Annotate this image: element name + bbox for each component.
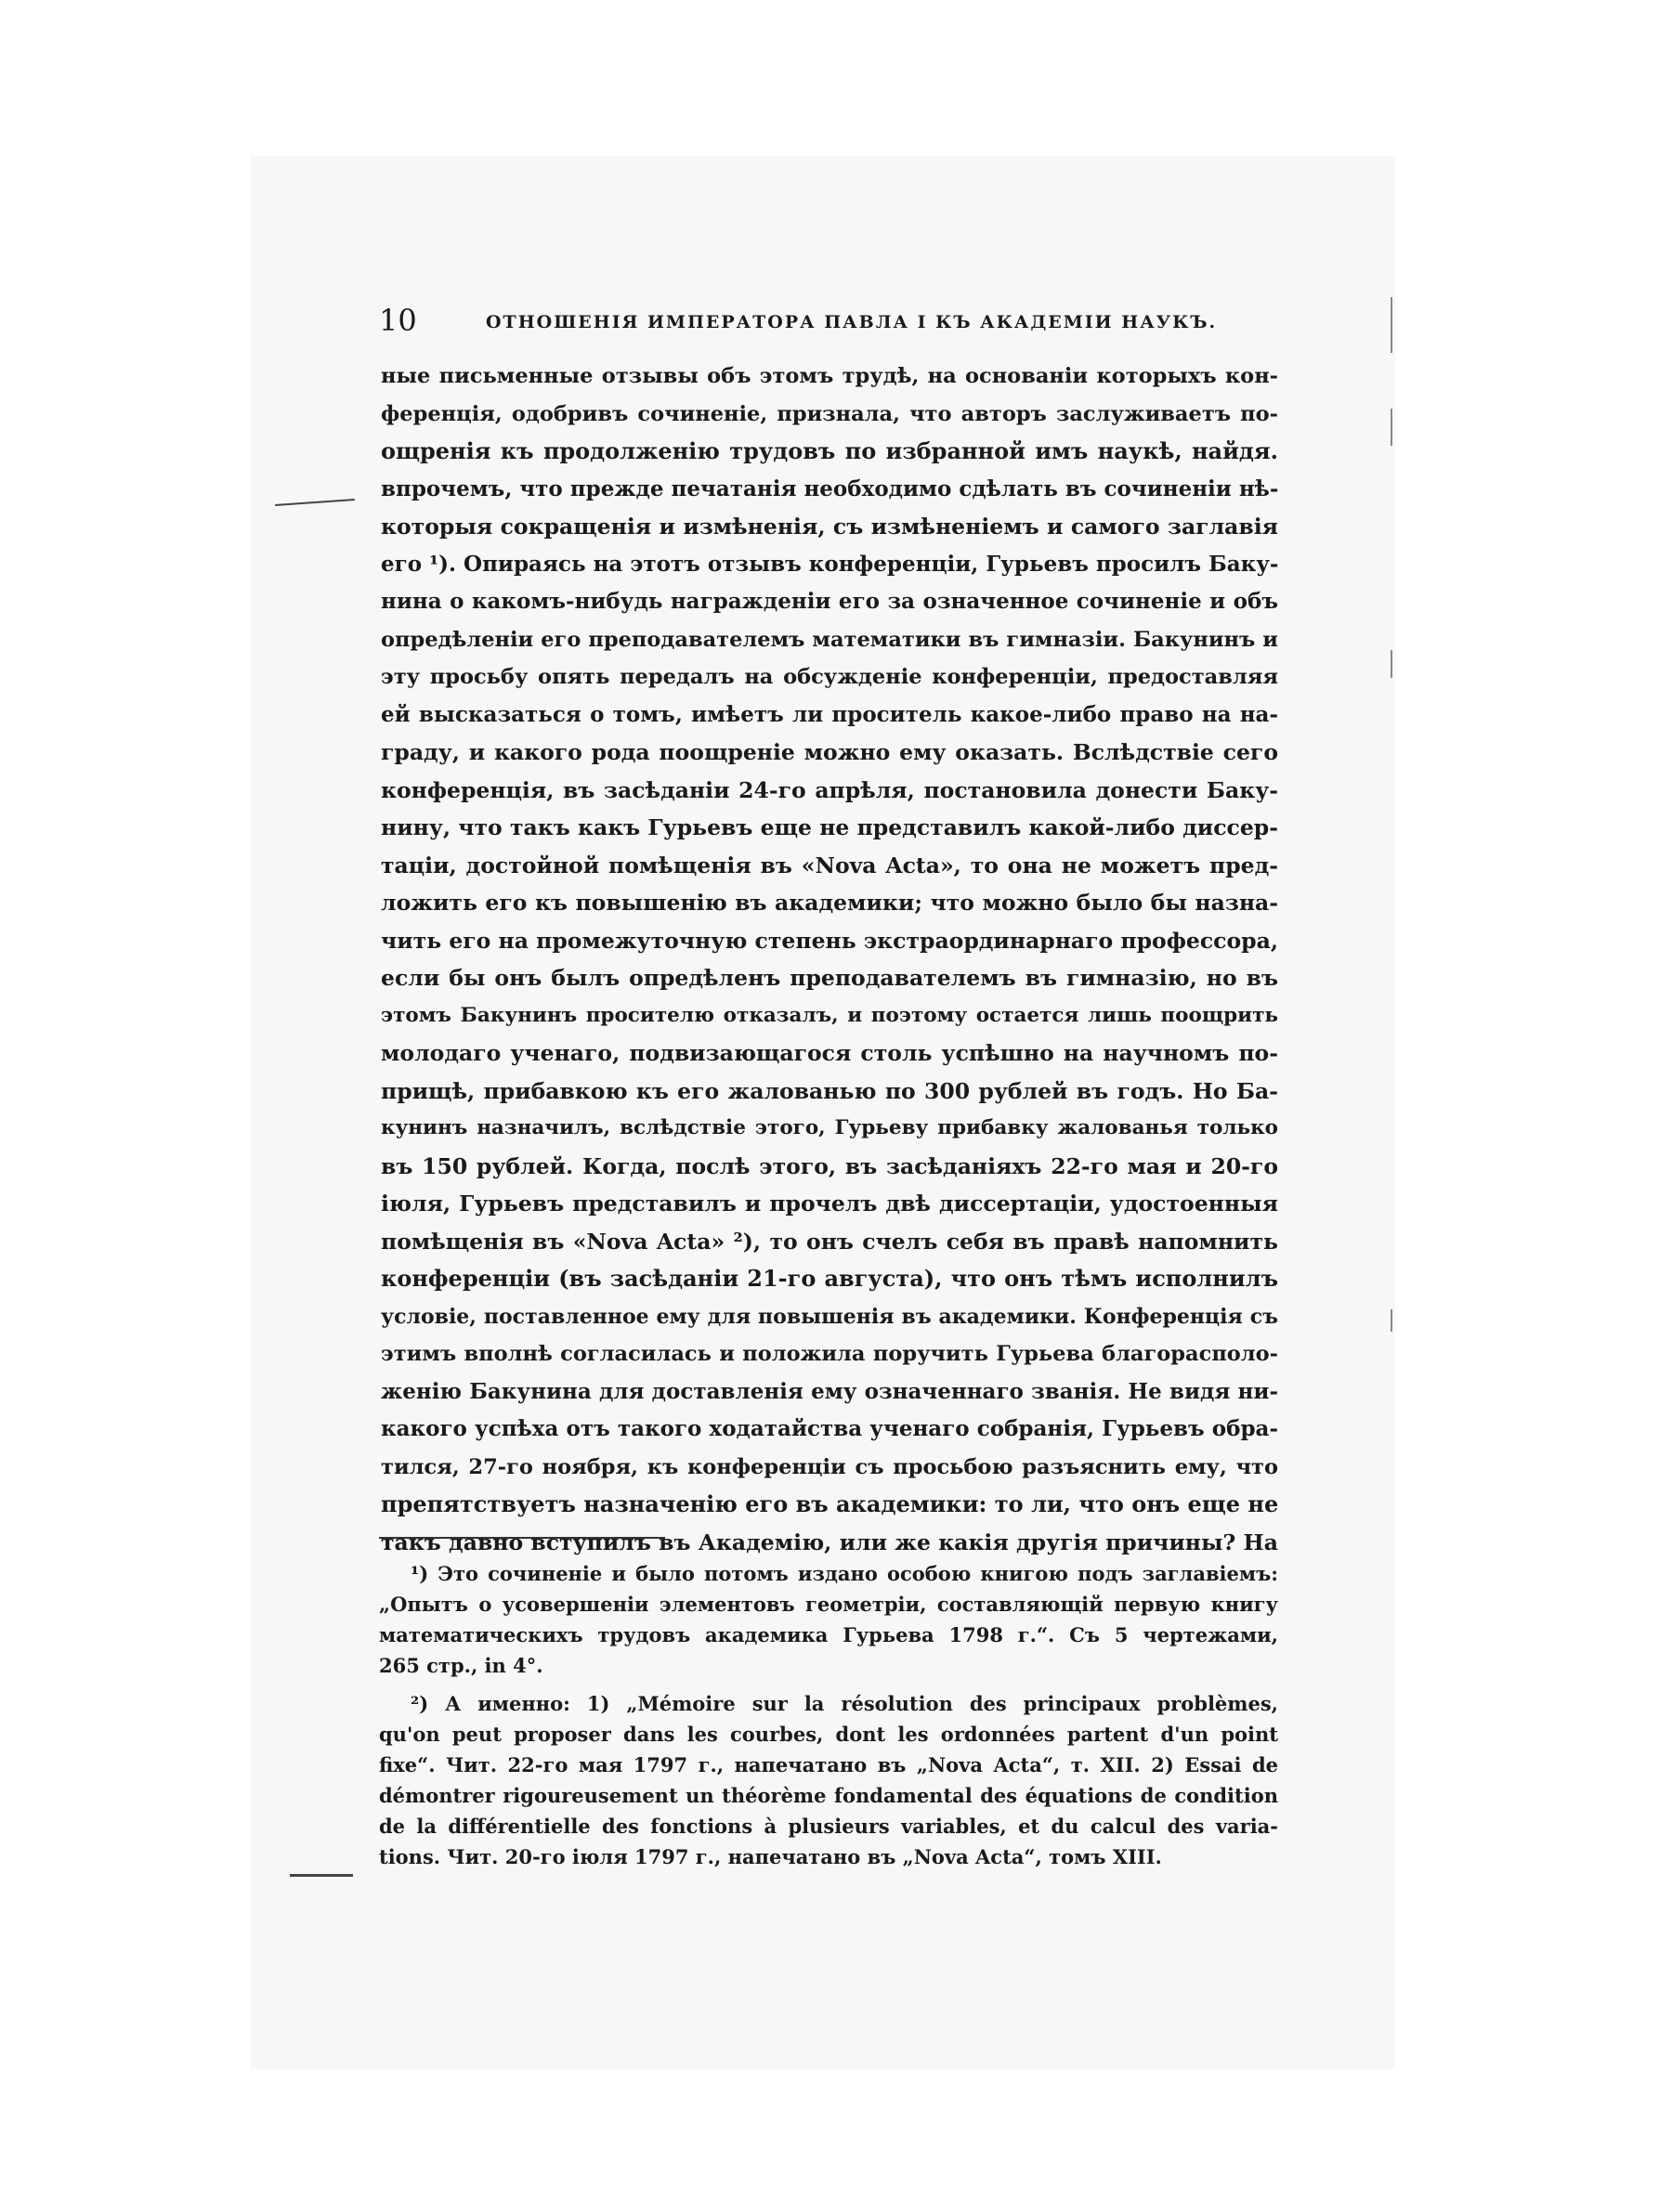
right-margin-tick [1391,1309,1392,1332]
footnote-rule [379,1537,665,1539]
right-margin-tick [1391,409,1392,446]
body-line: этимъ вполнѣ согласилась и положила поручить Гурьева благорасполо- [381,1342,1278,1366]
body-line: если бы онъ былъ опредѣленъ преподавателемъ въ гимназію, но въ [381,965,1278,991]
footnote-line: ¹) Это сочиненіе и было потомъ издано особою книгою подъ заглавіемъ: [411,1562,1278,1585]
page-header [379,303,1218,345]
footnote-line: ²) А именно: 1) „Mémoire sur la résolution des principaux problèmes, [411,1692,1278,1715]
body-line: граду, и какого рода поощреніе можно ему оказать. Вслѣдствіе сего [381,739,1278,765]
body-line: ложить его къ повышенію въ академики; что можно было бы назна- [381,890,1278,916]
body-line: такъ давно вступилъ въ Академію, или же какія другія причины? На [381,1529,1278,1555]
body-text [381,358,1278,1561]
body-line: конференціи (въ засѣданіи 21-го августа), что онъ тѣмъ исполнилъ [381,1265,1278,1292]
body-line: прищѣ, прибавкою къ его жалованью по 300 рублей въ годъ. Но Ба- [381,1077,1278,1104]
body-line: этомъ Бакунинъ просителю отказалъ, и поэтому остается лишь поощрить [381,1003,1278,1027]
body-line: ощренія къ продолженію трудовъ по избранной имъ наукѣ, найдя. [381,437,1278,464]
body-line: женію Бакунина для доставленія ему означеннаго званія. Не видя ни- [381,1378,1278,1404]
footnote-line: de la différentielle des fonctions à plusieurs variables, et du calcul des varia- [379,1815,1278,1838]
body-line: ференція, одобривъ сочиненіе, признала, что авторъ заслуживаетъ по- [381,401,1278,426]
right-margin-tick [1391,650,1392,678]
body-line: нина о какомъ-нибудь награжденіи его за означенное сочиненіе и объ [381,589,1278,614]
body-line: ей высказаться о томъ, имѣетъ ли проситель какое-либо право на на- [381,701,1278,727]
body-line: опредѣленіи его преподавателемъ математики въ гимназіи. Бакунинъ и [381,627,1278,652]
body-line: впрочемъ, что прежде печатанія необходимо сдѣлать въ сочиненіи нѣ- [381,475,1279,501]
body-line: въ 150 рублей. Когда, послѣ этого, въ засѣданіяхъ 22-го мая и 20-го [381,1152,1278,1179]
footnote-line: démontrer rigoureusement un théorème fondamental des équations de condition [379,1784,1278,1807]
body-line: ные письменные отзывы объ этомъ трудѣ, на основаніи которыхъ кон- [381,364,1278,388]
footnote-line: fixe“. Чит. 22-го мая 1797 г., напечатано въ „Nova Acta“, т. XII. 2) Essai de [379,1753,1278,1776]
body-line: условіе, поставленное ему для повышенія въ академики. Конференція съ [381,1304,1278,1329]
footnote-line: tions. Чит. 20-го іюля 1797 г., напечатано въ „Nova Acta“, томъ XIII. [379,1845,1162,1868]
body-line: кунинъ назначилъ, вслѣдствіе этого, Гурьеву прибавку жалованья только [381,1116,1278,1139]
footnote-line: „Опытъ о усовершенiи элементовъ геометріи, составляющій первую книгу [379,1593,1278,1616]
margin-pencil-mark-lower [290,1874,353,1877]
body-line: которыя сокращенія и измѣненія, съ измѣненіемъ и самого заглавія [381,514,1278,540]
footnote-gap [379,1681,1278,1688]
footnote-line: математическихъ трудовъ академика Гурьева 1798 г.“. Съ 5 чертежами, [379,1623,1278,1646]
footnotes [379,1558,1278,1872]
body-line: эту просьбу опять передалъ на обсужденіе конференціи, предоставляя [381,665,1278,689]
right-margin-tick [1391,297,1392,353]
body-line: конференція, въ засѣданіи 24-го апрѣля, постановила донести Баку- [381,776,1278,803]
body-line: препятствуетъ назначенію его въ академики: то ли, что онъ еще не [381,1490,1279,1517]
body-line: его ¹). Опираясь на этотъ отзывъ конференціи, Гурьевъ просилъ Баку- [381,551,1279,577]
body-line: нину, что такъ какъ Гурьевъ еще не представилъ какой-либо диссер- [381,814,1278,840]
page-number: 10 [379,303,417,338]
footnote-line: 265 стр., in 4°. [379,1654,543,1677]
body-line: какого успѣха отъ такого ходатайства ученаго собранія, Гурьевъ обра- [381,1416,1278,1441]
body-line: чить его на промежуточную степень экстраординарнаго профессора, [381,927,1278,954]
body-line: таціи, достойной помѣщенія въ «Nova Acta», то она не можетъ пред- [381,852,1278,878]
body-line: помѣщенія въ «Nova Acta» ²), то онъ счелъ себя въ правѣ напомнить [381,1228,1278,1255]
running-title: ОТНОШЕНІЯ ИМПЕРАТОРА ПАВЛА I КЪ АКАДЕМІИ НАУКЪ. [486,312,1218,332]
body-line: тился, 27-го ноября, къ конференціи съ просьбою разъяснить ему, что [381,1454,1278,1479]
body-line: молодаго ученаго, подвизающагося столь успѣшно на научномъ по- [381,1040,1278,1066]
body-line: іюля, Гурьевъ представилъ и прочелъ двѣ диссертаціи, удостоенныя [381,1191,1278,1217]
footnote-line: qu'on peut proposer dans les courbes, dont les ordonnées partent d'un point [379,1723,1278,1746]
